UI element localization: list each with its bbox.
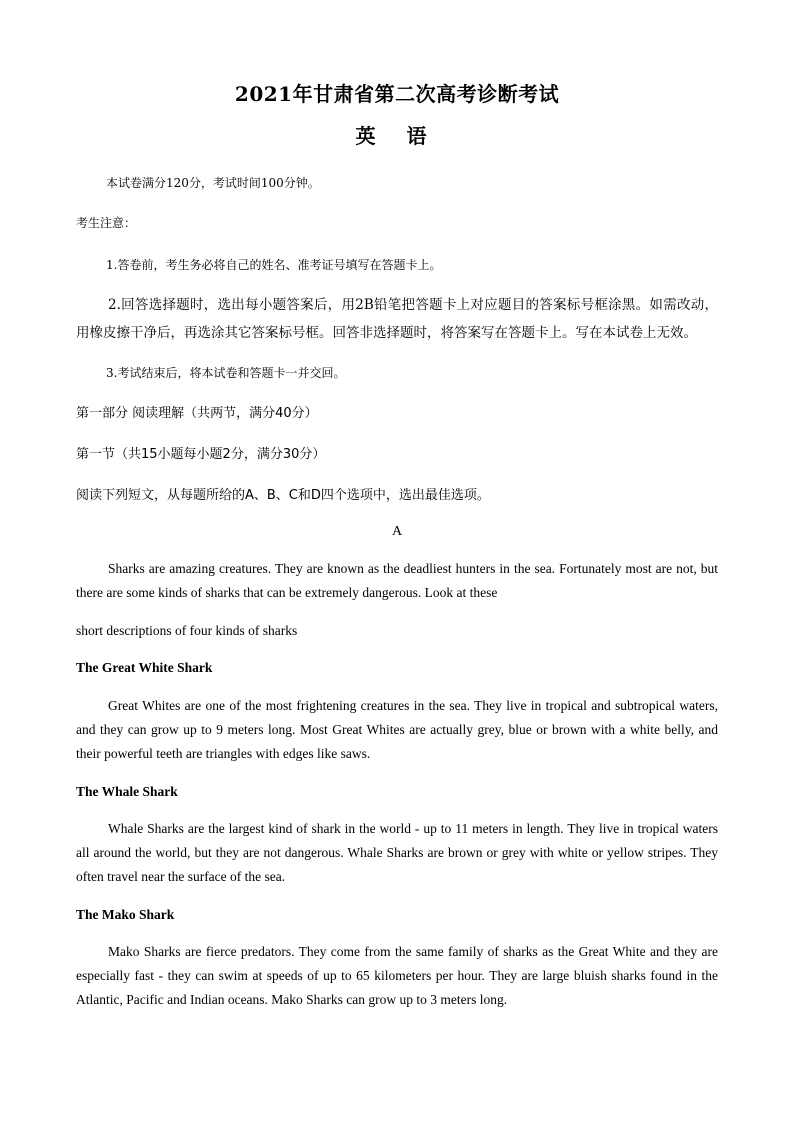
passage-intro-tail: short descriptions of four kinds of sharks	[76, 623, 298, 638]
exam-title: 2021年甘肃省第二次高考诊断考试	[234, 82, 560, 106]
notice-item-2: 2.回答选择题时，选出每小题答案后，用2B铅笔把答题卡上对应题目的答案标号框涂黑。如需改动，用橡皮擦干净后，再选涂其它答案标号框。回答非选择题时，将答案写在答题卡上。写在本试卷上无效。	[76, 297, 718, 341]
part-title: 第一部分 阅读理解（共两节，满分40分）	[76, 406, 318, 421]
shark-text-mako: Mako Sharks are fierce predators. They come from the same family of sharks as the Great White and they are especially fast - they can swim at speeds of up to 65 kilometers per hour. They are large bluish sharks found in the Atlantic, Pacific and Indian oceans. Mako Sharks can grow up to 3 meters long.	[76, 944, 718, 1007]
shark-heading-whale: The Whale Shark	[76, 784, 178, 799]
subsection-title: 第一节（共15小题每小题2分，满分30分）	[76, 447, 326, 462]
subject-title: 英 语	[355, 124, 439, 148]
notice-item-1: 1.答卷前，考生务必将自己的姓名、准考证号填写在答题卡上。	[106, 258, 442, 272]
directions: 阅读下列短文，从每题所给的A、B、C和D四个选项中，选出最佳选项。	[76, 488, 490, 503]
shark-heading-mako: The Mako Shark	[76, 907, 175, 922]
exam-intro: 本试卷满分120分，考试时间100分钟。	[106, 176, 320, 190]
passage-label: A	[391, 524, 403, 539]
shark-text-great-white: Great Whites are one of the most frightening creatures in the sea. They live in tropical and subtropical waters, and they can grow up to 9 meters long. Most Great Whites are actually grey, blue or brown with a white belly, and their powerful teeth are triangles with edges like saws.	[76, 698, 718, 761]
shark-text-whale: Whale Sharks are the largest kind of shark in the world - up to 11 meters in length. They live in tropical waters all around the world, but they are not dangerous. Whale Sharks are brown or grey with white or yellow stripes. They often travel near the surface of the sea.	[76, 821, 718, 884]
notice-label: 考生注意：	[76, 216, 137, 230]
notice-item-3: 3.考试结束后，将本试卷和答题卡一并交回。	[106, 366, 346, 380]
shark-heading-great-white: The Great White Shark	[76, 660, 213, 675]
passage-intro: Sharks are amazing creatures. They are known as the deadliest hunters in the sea. Fortunately most are not, but there are some kinds of sharks that can be extremely dangerous. Look at these	[76, 561, 718, 600]
